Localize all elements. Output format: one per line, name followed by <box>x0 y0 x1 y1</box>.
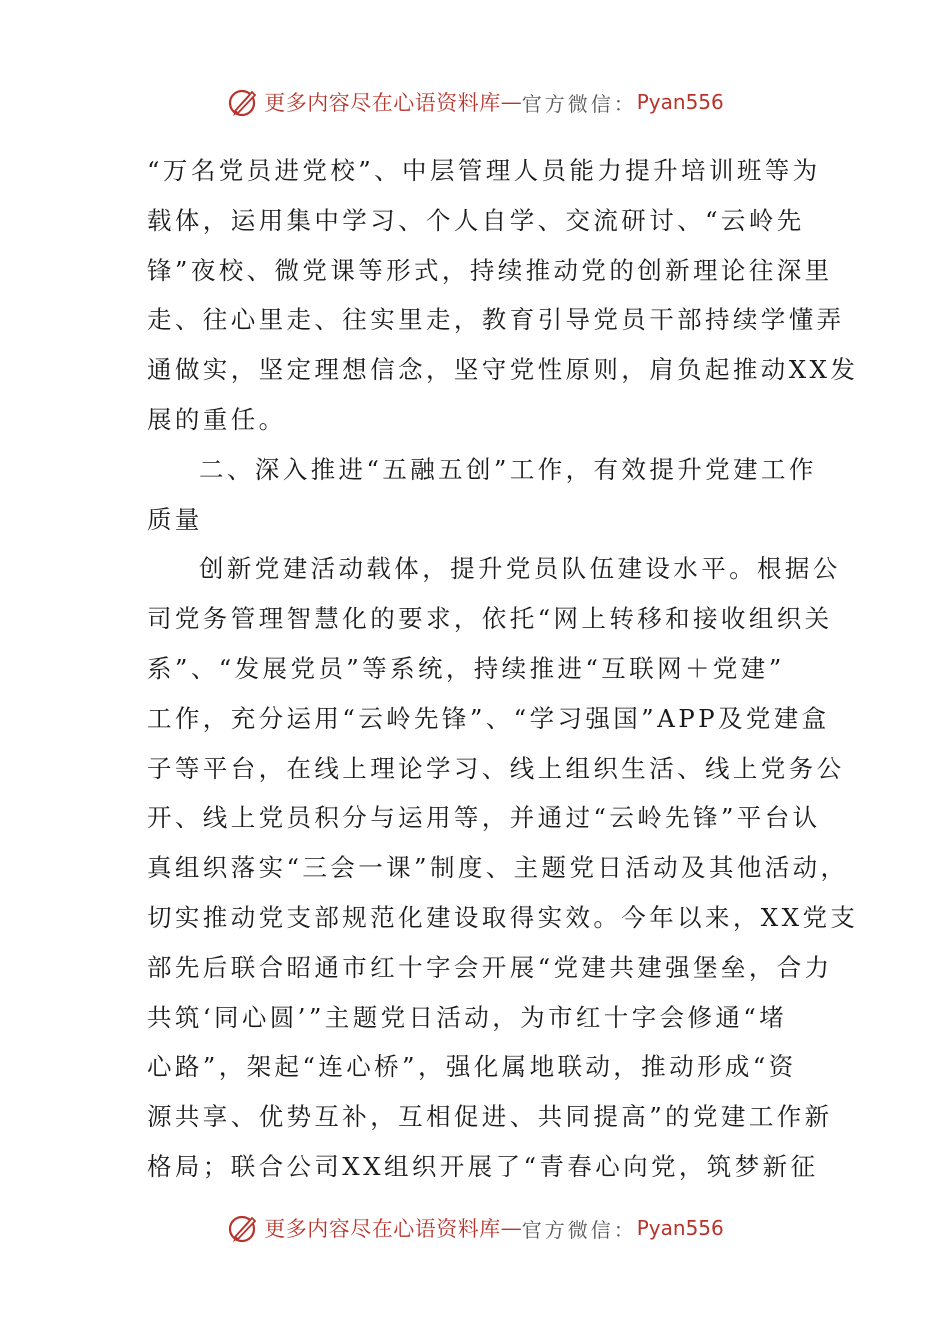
body-line: 源共享、优势互补，互相促进、共同提高”的党建工作新 <box>147 1102 833 1132</box>
quill-pen-logo-icon <box>226 85 260 119</box>
body-line: 展的重任。 <box>147 404 287 434</box>
body-line: 部先后联合昭通市红十字会开展“党建共建强堡垒，合力 <box>147 952 833 982</box>
banner-brand: 更多内容尽在心语资料库 <box>264 91 501 115</box>
body-line: 司党务管理智慧化的要求，依托“网上转移和接收组织关 <box>147 604 833 634</box>
banner-official-label: 官方微信： <box>521 91 637 116</box>
banner-official-label: 官方微信： <box>521 1217 637 1242</box>
section-heading: 二、深入推进“五融五创”工作，有效提升党建工作 <box>199 454 817 484</box>
body-line: 共筑‘同心圆’”主题党日活动，为市红十字会修通“堵 <box>147 1002 788 1032</box>
body-line: 工作，充分运用“云岭先锋”、“学习强国”APP及党建盒 <box>147 703 830 733</box>
body-line: 载体，运用集中学习、个人自学、交流研讨、“云岭先 <box>147 205 805 235</box>
body-line: “万名党员进党校”、中层管理人员能力提升培训班等为 <box>147 156 821 185</box>
body-line: 通做实，坚定理想信念，坚守党性原则，肩负起推动XX发 <box>147 355 859 385</box>
banner-wechat-id: Pyan556 <box>636 90 724 114</box>
footer-banner <box>0 1208 950 1248</box>
body-line: 格局；联合公司XX组织开展了“青春心向党，筑梦新征 <box>147 1151 819 1181</box>
body-line: 真组织落实“三会一课”制度、主题党日活动及其他活动， <box>147 853 849 883</box>
body-line: 走、往心里走、往实里走，教育引导党员干部持续学懂弄 <box>147 305 845 335</box>
document-body <box>147 146 859 1192</box>
body-line: 创新党建活动载体，提升党员队伍建设水平。根据公 <box>199 554 841 584</box>
banner-wechat-id: Pyan556 <box>636 1216 724 1240</box>
body-line: 锋”夜校、微党课等形式，持续推动党的创新理论往深里 <box>147 255 833 285</box>
banner-brand: 更多内容尽在心语资料库 <box>264 1217 501 1241</box>
quill-pen-logo-icon <box>226 1211 260 1245</box>
body-line: 开、线上党员积分与运用等，并通过“云岭先锋”平台认 <box>147 803 821 833</box>
body-line: 心路”，架起“连心桥”，强化属地联动，推动形成“资 <box>147 1052 797 1082</box>
body-line: 切实推动党支部规范化建设取得实效。今年以来，XX党支 <box>147 902 859 932</box>
body-line: 系”、“发展党员”等系统，持续推进“互联网＋党建” <box>147 653 785 683</box>
header-banner <box>0 82 950 122</box>
banner-separator: — <box>500 90 522 114</box>
body-line: 子等平台，在线上理论学习、线上组织生活、线上党务公 <box>147 753 845 783</box>
banner-separator: — <box>500 1216 522 1240</box>
section-heading-continued: 质量 <box>147 504 203 534</box>
